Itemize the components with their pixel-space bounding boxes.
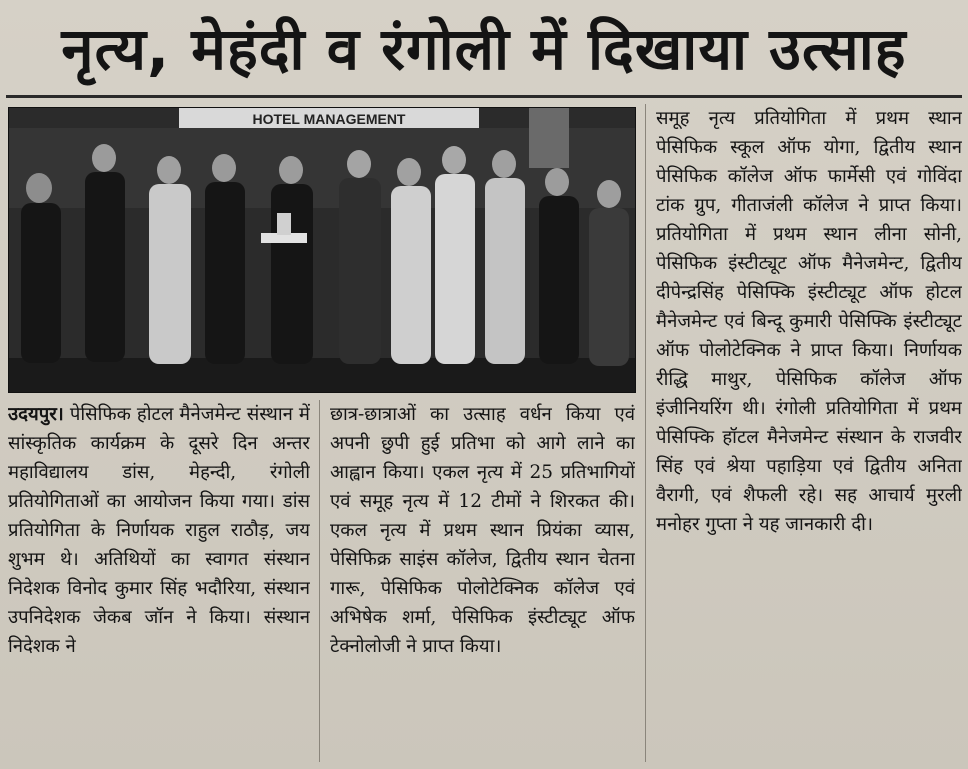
column-divider <box>645 104 646 762</box>
news-photo <box>8 107 636 393</box>
column-divider <box>319 400 320 762</box>
article-column-1 <box>8 400 310 765</box>
column-2-text: छात्र-छात्राओं का उत्साह वर्धन किया एवं अपनी छुपी हुई प्रतिभा को आगे लाने का आह्वान किया। एकल नृत्य में 25 प्रतिभागियों एवं समूह नृत्य में 12 टीमों ने शिरकत की। एकल नृत्य में प्रथम स्थान प्रियंका व्यास, पेसिफिक्र साइंस कॉलेज, द्वितीय स्थान चेतना गारू, पेसिफिक पोलोटेक्निक कॉलेज एवं अभिषेक शर्मा, पेसिफिक इंस्टीट्यूट ऑफ टेक्नोलोजी ने प्राप्त किया। <box>330 404 635 657</box>
dateline: उदयपुर। <box>8 404 64 425</box>
article-column-3 <box>656 104 962 765</box>
column-3-text: समूह नृत्य प्रतियोगिता में प्रथम स्थान पेसिफिक स्कूल ऑफ योगा, द्वितीय स्थान पेसिफिक कॉलेज ऑफ फार्मेसी एवं गोविंदा टांक ग्रुप, गीताजंली कॉलेज ने प्राप्त किया। प्रतियोगिता में प्रथम स्थान लीना सोनी, पेसिफिक इंस्टीट्यूट ऑफ मैनेजमेन्ट, द्वितीय दीपेन्द्रसिंह पेसिफ्कि इंस्टीट्यूट ऑफ होटल मैनेजमेन्ट एवं बिन्दू कुमारी पेसिफ्कि इंस्टीट्यूट ऑफ पोलोटेक्निक ने प्राप्त किया। निर्णायक रीद्धि माथुर, पेसिफिक कॉलेज ऑफ इंजीनियरिंग थी। रंगोली प्रतियोगिता में प्रथम पेसिफ्कि हॉटल मैनेजमेन्ट संस्थान के राजवीर सिंह एवं श्रेया पहाड़िया एवं द्वितीय अनिता वैरागी, एवं शैफली रहे। सह आचार्य मुरली मनोहर गुप्ता ने यह जानकारी दी। <box>656 108 962 535</box>
banner-text: HOTEL MANAGEMENT <box>252 111 406 127</box>
headline-rule <box>6 95 962 98</box>
headline: नृत्य, मेहंदी व रंगोली में दिखाया उत्साह <box>61 15 907 83</box>
group-photo-image <box>9 108 635 392</box>
column-1-text: पेसिफिक होटल मैनेजमेन्ट संस्थान में सांस्कृतिक कार्यक्रम के दूसरे दिन अन्तर महाविद्यालय डांस, मेहन्दी, रंगोली प्रतियोगिताओं का आयोजन किया गया। डांस प्रतियोगिता के निर्णायक राहुल राठौड़, जय शुभम थे। अतिथियों का स्वागत संस्थान निदेशक विनोद कुमार सिंह भदौरिया, संस्थान उपनिदेशक जेकब जॉन ने किया। संस्थान निदेशक ने <box>8 404 310 657</box>
article-column-2 <box>330 400 635 765</box>
